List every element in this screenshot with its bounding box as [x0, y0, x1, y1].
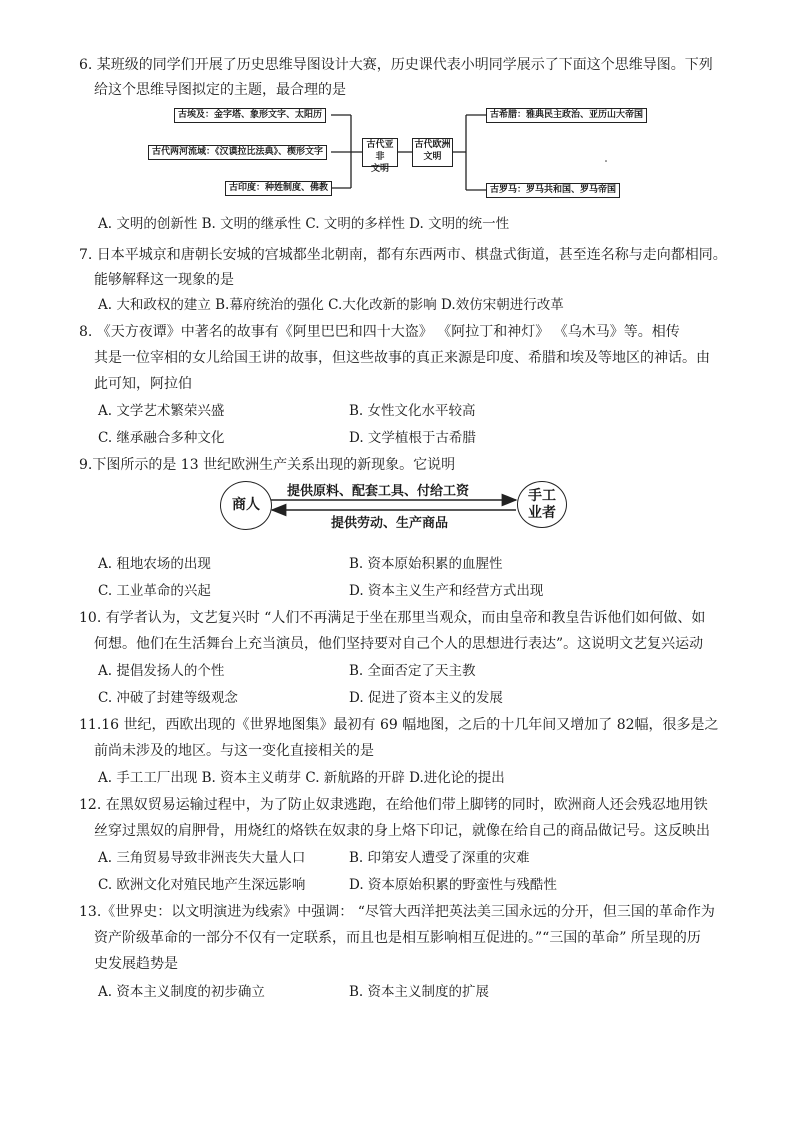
q9-option-d: D. 资本主义生产和经营方式出现: [349, 583, 544, 599]
q12-option-b: B. 印第安人遭受了深重的灾难: [349, 850, 530, 866]
q12-option-a: A. 三角贸易导致非洲丧失大量人口: [98, 850, 306, 866]
q8-stem-line1: 8. 《天方夜谭》中著名的故事有《阿里巴巴和四十大盗》 《阿拉丁和神灯》 《乌木马》等。相传: [79, 324, 680, 340]
q12-option-d: D. 资本原始积累的野蛮性与残酷性: [349, 877, 557, 893]
q8-stem-line2: 其是一位宰相的女儿给国王讲的故事，但这些故事的真正来源是印度、希腊和埃及等地区的神话。由: [94, 350, 710, 366]
q10-option-c: C. 冲破了封建等级观念: [98, 690, 238, 706]
merchant-circle: 商人: [220, 481, 272, 530]
q10-option-b: B. 全面否定了天主教: [349, 663, 476, 679]
map-node-ancient-greece: 古希腊：雅典民主政治、亚历山大帝国: [486, 108, 647, 123]
q13-stem-line1: 13.《世界史：以文明演进为线索》中强调： “尽管大西洋把英法美三国永远的分开，但三国的革命作为: [79, 904, 715, 920]
q10-stem-line1: 10. 有学者认为，文艺复兴时 “人们不再满足于坐在那里当观众，而由皇帝和教皇告诉他们如何做、如: [79, 610, 706, 626]
q6-stem-line2: 给这个思维导图拟定的主题，最合理的是: [94, 82, 346, 98]
map-node-european-civilization: 古代欧洲 文明: [412, 138, 453, 167]
map-node-ancient-egypt: 古埃及：金字塔、象形文字、太阳历: [174, 108, 326, 123]
q13-stem-line3: 史发展趋势是: [94, 956, 178, 972]
q6-options: A. 文明的创新性 B. 文明的继承性 C. 文明的多样性 D. 文明的统一性: [98, 216, 510, 232]
q12-option-c: C. 欧洲文化对殖民地产生深远影响: [98, 877, 306, 893]
q8-option-a: A. 文学艺术繁荣兴盛: [98, 403, 225, 419]
q10-option-a: A. 提倡发扬人的个性: [98, 663, 225, 679]
map-node-mesopotamia: 古代两河流域：《汉谟拉比法典》、楔形文字: [148, 145, 327, 160]
q10-stem-line2: 何想。他们在生活舞台上充当演员，他们坚持要对自己个人的思想进行表达”。这说明文艺复兴运动: [94, 636, 704, 652]
map-node-ancient-rome: 古罗马：罗马共和国、罗马帝国: [486, 183, 620, 198]
q9-option-b: B. 资本原始积累的血腥性: [349, 556, 503, 572]
arrow-label-labor: 提供劳动、生产商品: [331, 516, 449, 531]
q12-stem-line2: 丝穿过黑奴的肩胛骨，用烧红的烙铁在奴隶的身上烙下印记，就像在给自己的商品做记号。这反映出: [94, 823, 710, 839]
relation-arrows: [0, 0, 793, 560]
q7-stem-line1: 7. 日本平城京和唐朝长安城的宫城都坐北朝南，都有东西两市、棋盘式街道，甚至连名称与走向都相同。: [79, 247, 727, 263]
q8-option-c: C. 继承融合多种文化: [98, 430, 225, 446]
q11-options: A. 手工工厂出现 B. 资本主义萌芽 C. 新航路的开辟 D.进化论的提出: [98, 770, 505, 786]
q8-stem-line3: 此可知，阿拉伯: [94, 376, 192, 392]
q12-stem-line1: 12. 在黑奴贸易运输过程中，为了防止奴隶逃跑，在给他们带上脚铐的同时，欧洲商人还会残忍地用铁: [79, 797, 708, 813]
map-node-asia-africa-civilization: 古代亚非 文明: [362, 138, 398, 167]
q8-option-b: B. 女性文化水平较高: [349, 403, 476, 419]
q8-option-d: D. 文学植根于古希腊: [349, 430, 476, 446]
q11-stem-line2: 前尚未涉及的地区。与这一变化直接相关的是: [94, 743, 374, 759]
q10-option-d: D. 促进了资本主义的发展: [349, 690, 503, 706]
q7-options: A. 大和政权的建立 B.幕府统治的强化 C.大化改新的影响 D.效仿宋朝进行改革: [98, 297, 564, 313]
q7-stem-line2: 能够解释这一现象的是: [94, 272, 234, 288]
craftsman-circle: 手工 业者: [517, 481, 567, 528]
q9-option-c: C. 工业革命的兴起: [98, 583, 211, 599]
arrow-label-supply: 提供原料、配套工具、付给工资: [287, 484, 470, 499]
q9-option-a: A. 租地农场的出现: [98, 556, 211, 572]
q9-stem: 9.下图所示的是 13 世纪欧洲生产关系出现的新现象。它说明: [79, 457, 456, 473]
q13-option-a: A. 资本主义制度的初步确立: [98, 984, 265, 1000]
q13-option-b: B. 资本主义制度的扩展: [349, 984, 490, 1000]
q11-stem-line1: 11.16 世纪，西欧出现的《世界地图集》最初有 69 幅地图，之后的十几年间又增加了 82幅，很多是之: [79, 717, 719, 733]
q13-stem-line2: 资产阶级革命的一部分不仅有一定联系，而且也是相互影响相互促进的。”“三国的革命” 所呈现的历: [94, 930, 701, 946]
map-node-ancient-india: 古印度：种姓制度、佛教: [225, 181, 332, 196]
q6-stem-line1: 6. 某班级的同学们开展了历史思维导图设计大赛，历史课代表小明同学展示了下面这个思维导图。下列: [79, 57, 713, 73]
